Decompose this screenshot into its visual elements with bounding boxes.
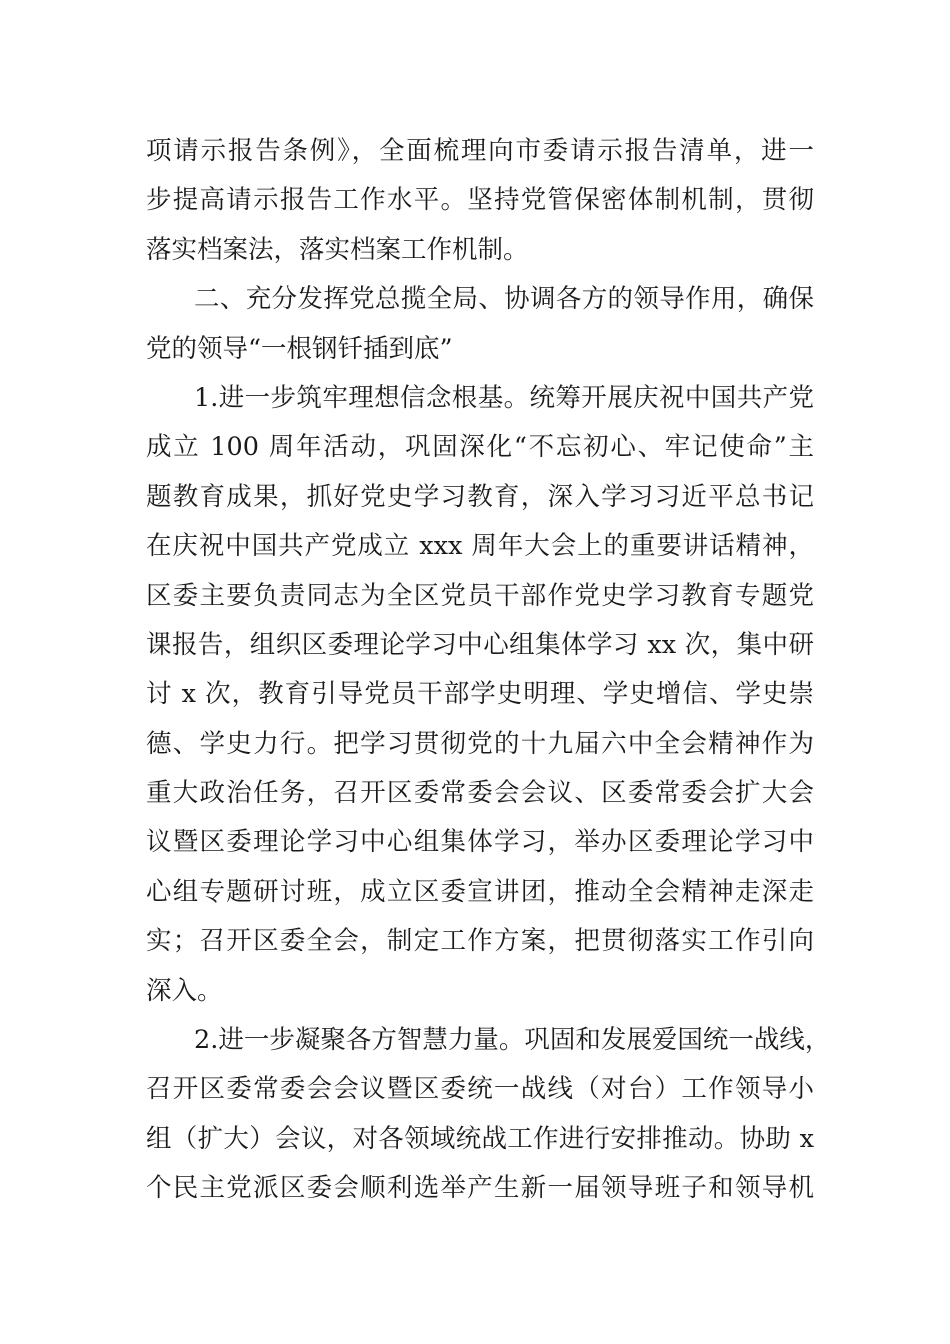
paragraph-line: 召开区委常委会会议暨区委统一战线（对台）工作领导小 — [146, 1074, 814, 1105]
paragraph-line: 落实档案法，落实档案工作机制。 — [146, 234, 529, 265]
paragraph-line: 讨 x 次，教育引导党员干部学史明理、学史增信、学史崇 — [146, 679, 814, 710]
paragraph-line: 成立 100 周年活动，巩固深化“不忘初心、牢记使命”主 — [146, 432, 814, 463]
section-heading-line: 党的领导“一根钢钎插到底” — [146, 333, 453, 364]
paragraph-line: 组（扩大）会议，对各领域统战工作进行安排推动。协助 x — [146, 1123, 814, 1154]
paragraph-line: 实；召开区委全会，制定工作方案，把贯彻落实工作引向 — [146, 926, 814, 957]
paragraph-line: 题教育成果，抓好党史学习教育，深入学习习近平总书记 — [146, 481, 814, 512]
paragraph-line: 1.进一步筑牢理想信念根基。统筹开展庆祝中国共产党 — [194, 382, 814, 413]
paragraph-line: 议暨区委理论学习中心组集体学习，举办区委理论学习中 — [146, 827, 814, 858]
paragraph-line: 德、学史力行。把学习贯彻党的十九届六中全会精神作为 — [146, 728, 814, 759]
paragraph-line: 个民主党派区委会顺利选举产生新一届领导班子和领导机 — [146, 1173, 814, 1204]
paragraph-line: 重大政治任务，召开区委常委会会议、区委常委会扩大会 — [146, 778, 814, 809]
paragraph-line: 区委主要负责同志为全区党员干部作党史学习教育专题党 — [146, 580, 814, 611]
paragraph-line: 心组专题研讨班，成立区委宣讲团，推动全会精神走深走 — [146, 876, 814, 907]
section-heading-line: 二、充分发挥党总揽全局、协调各方的领导作用，确保 — [194, 284, 814, 315]
paragraph-line: 深入。 — [146, 975, 223, 1006]
paragraph-line: 在庆祝中国共产党成立 xxx 周年大会上的重要讲话精神， — [146, 531, 814, 562]
document-body — [146, 127, 831, 1214]
paragraph-line: 课报告，组织区委理论学习中心组集体学习 xx 次，集中研 — [146, 629, 814, 660]
paragraph-line: 项请示报告条例》，全面梳理向市委请示报告清单，进一 — [146, 136, 814, 166]
paragraph-line: 步提高请示报告工作水平。坚持党管保密体制机制，贯彻 — [146, 185, 814, 216]
paragraph-line: 2.进一步凝聚各方智慧力量。巩固和发展爱国统一战线， — [194, 1025, 831, 1056]
